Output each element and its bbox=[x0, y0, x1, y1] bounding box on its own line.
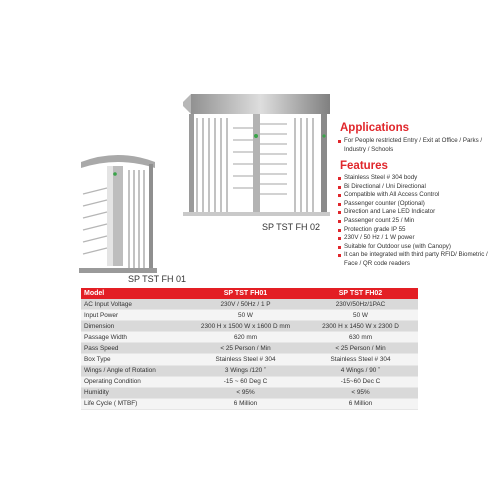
bullet-icon bbox=[338, 140, 341, 143]
spec-table bbox=[81, 288, 418, 410]
applications-list bbox=[337, 137, 497, 154]
bullet-icon bbox=[338, 254, 341, 257]
table-row bbox=[81, 299, 418, 310]
bullet-icon bbox=[338, 177, 341, 180]
list-item: Passenger count 25 / Min bbox=[337, 217, 497, 226]
header-fh02: SP TST FH02 bbox=[303, 288, 418, 299]
fh01-value: 6 Million bbox=[188, 398, 303, 409]
fh01-value: 230V / 50Hz / 1 P bbox=[188, 299, 303, 310]
fh01-value: < 25 Person / Min bbox=[188, 343, 303, 354]
list-item: Direction and Lane LED Indicator bbox=[337, 208, 497, 217]
header-fh01: SP TST FH01 bbox=[188, 288, 303, 299]
row-label: Humidity bbox=[81, 387, 188, 398]
bullet-icon bbox=[338, 237, 341, 240]
table-row bbox=[81, 354, 418, 365]
row-label: Operating Condition bbox=[81, 376, 188, 387]
fh01-value: -15 ~ 60 Deg C bbox=[188, 376, 303, 387]
fh02-value: -15~60 Dec C bbox=[303, 376, 418, 387]
bullet-icon bbox=[338, 229, 341, 232]
table-row bbox=[81, 387, 418, 398]
table-row bbox=[81, 332, 418, 343]
bullet-icon bbox=[338, 194, 341, 197]
features-heading: Features bbox=[340, 160, 388, 172]
fh02-value: 630 mm bbox=[303, 332, 418, 343]
fh01-value: < 95% bbox=[188, 387, 303, 398]
row-label: Life Cycle ( MTBF) bbox=[81, 398, 188, 409]
fh02-caption: SP TST FH 02 bbox=[262, 222, 321, 232]
table-row bbox=[81, 310, 418, 321]
bullet-icon bbox=[338, 211, 341, 214]
list-item: It can be integrated with third party RFID/ Biometric / Face / QR code readers bbox=[337, 251, 497, 268]
bullet-icon bbox=[338, 220, 341, 223]
features-list bbox=[337, 174, 497, 269]
bullet-icon bbox=[338, 246, 341, 249]
bullet-icon bbox=[338, 186, 341, 189]
table-row bbox=[81, 398, 418, 409]
table-row bbox=[81, 343, 418, 354]
applications-heading: Applications bbox=[340, 122, 410, 134]
row-label: Dimension bbox=[81, 321, 188, 332]
fh01-value: 50 W bbox=[188, 310, 303, 321]
table-row bbox=[81, 321, 418, 332]
row-label: AC Input Voltage bbox=[81, 299, 188, 310]
bullet-icon bbox=[338, 203, 341, 206]
fh02-value: 230V/50Hz/1PAC bbox=[303, 299, 418, 310]
fh01-value: Stainless Steel # 304 bbox=[188, 354, 303, 365]
turnstile-fh01-image bbox=[77, 148, 159, 274]
list-item: Passenger counter (Optional) bbox=[337, 200, 497, 209]
row-label: Wings / Angle of Rotation bbox=[81, 365, 188, 376]
fh02-value: 4 Wings / 90 ˚ bbox=[303, 365, 418, 376]
fh02-value: 50 W bbox=[303, 310, 418, 321]
turnstile-fh02-image bbox=[183, 94, 330, 216]
fh02-value: < 25 Person / Min bbox=[303, 343, 418, 354]
fh02-value: 2300 H x 1450 W x 2300 D bbox=[303, 321, 418, 332]
list-item: 230V / 50 Hz / 1 W power bbox=[337, 234, 497, 243]
list-item: Suitable for Outdoor use (with Canopy) bbox=[337, 243, 497, 252]
table-header-row bbox=[81, 288, 418, 299]
fh01-caption: SP TST FH 01 bbox=[128, 274, 187, 284]
fh02-value: < 95% bbox=[303, 387, 418, 398]
row-label: Pass Speed bbox=[81, 343, 188, 354]
fh02-value: 6 Million bbox=[303, 398, 418, 409]
fh01-value: 620 mm bbox=[188, 332, 303, 343]
list-item: Stainless Steel # 304 body bbox=[337, 174, 497, 183]
list-item: For People restricted Entry / Exit at Office / Parks / Industry / Schools bbox=[337, 137, 497, 154]
list-item: Bi Directional / Uni Directional bbox=[337, 183, 497, 192]
list-item: Protection grade IP 55 bbox=[337, 226, 497, 235]
row-label: Input Power bbox=[81, 310, 188, 321]
fh01-value: 2300 H x 1500 W x 1600 D mm bbox=[188, 321, 303, 332]
fh01-value: 3 Wings /120 ˚ bbox=[188, 365, 303, 376]
row-label: Passage Width bbox=[81, 332, 188, 343]
table-row bbox=[81, 365, 418, 376]
table-row bbox=[81, 376, 418, 387]
fh02-value: Stainless Steel # 304 bbox=[303, 354, 418, 365]
row-label: Box Type bbox=[81, 354, 188, 365]
list-item: Compatible with All Access Control bbox=[337, 191, 497, 200]
header-model: Model bbox=[81, 288, 188, 299]
